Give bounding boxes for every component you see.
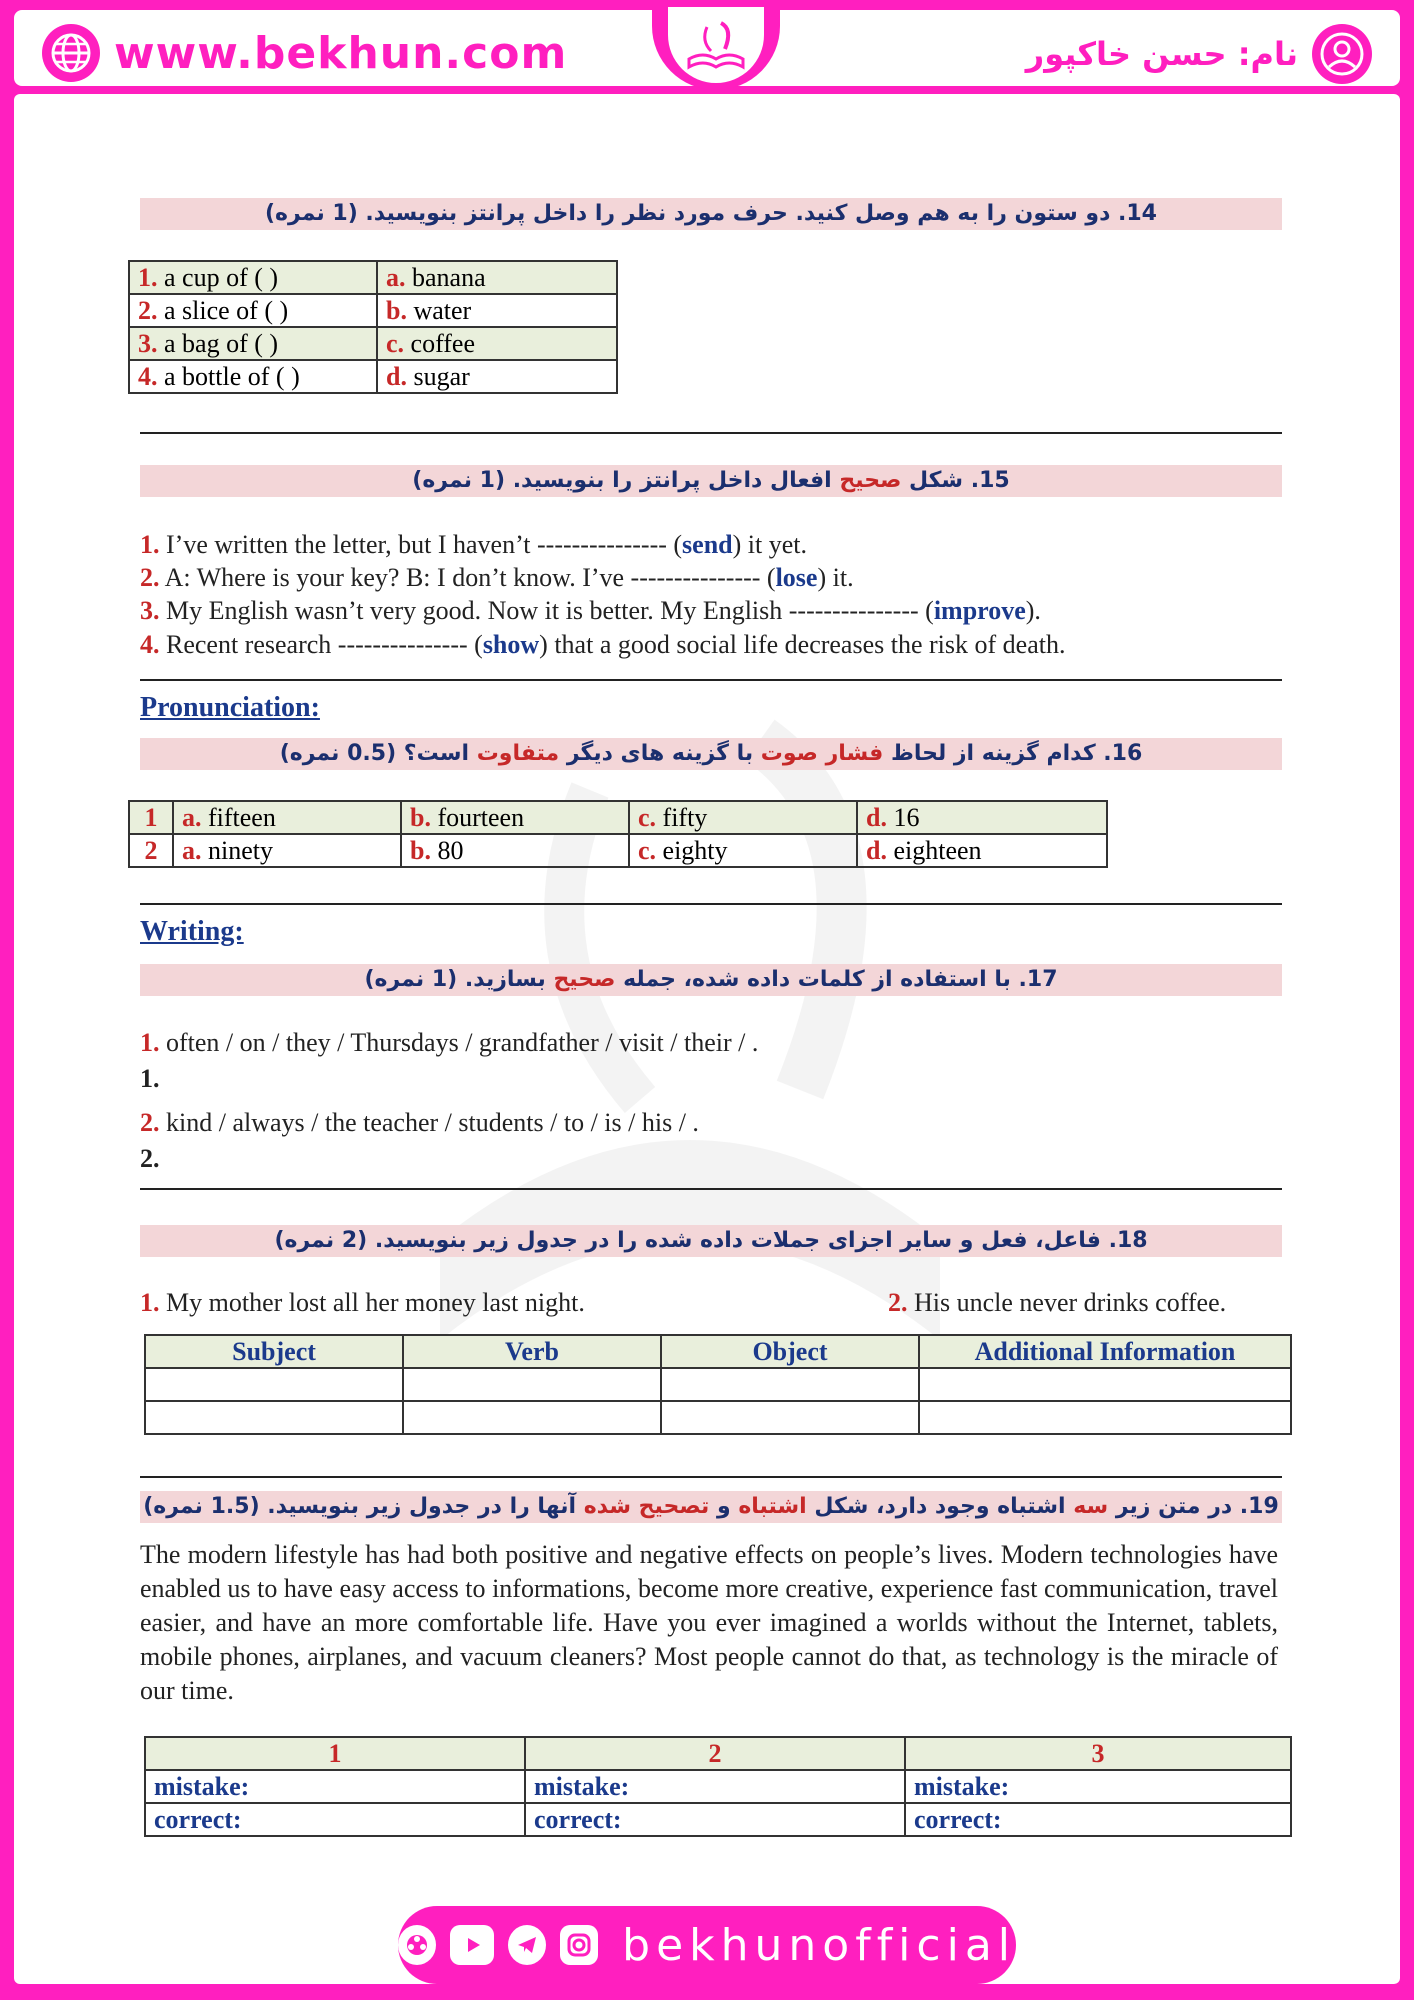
q15-line-3: 3. My English wasn’t very good. Now it is better. My English --------------- (improve). — [140, 596, 1041, 625]
q17-title: 17. با استفاده از کلمات داده شده، جمله صحیح بسازید. (1 نمره) — [140, 964, 1282, 996]
option-letter: c. — [386, 329, 405, 358]
col-2: 2 — [525, 1737, 905, 1770]
q17-answer-1[interactable]: 1. — [140, 1064, 160, 1093]
answer-cell[interactable] — [403, 1368, 661, 1401]
q18-parts-table — [144, 1334, 1292, 1435]
pronunciation-heading: Pronunciation: — [140, 692, 320, 723]
correct-cell[interactable]: correct: — [525, 1803, 905, 1836]
q17-answer-2[interactable]: 2. — [140, 1144, 160, 1173]
right-item: coffee — [410, 329, 476, 358]
header-object: Object — [661, 1335, 919, 1368]
correct-cell[interactable]: correct: — [905, 1803, 1291, 1836]
option-letter: a. — [386, 263, 406, 292]
divider — [140, 432, 1282, 434]
divider — [140, 1476, 1282, 1478]
option-letter: d. — [386, 362, 407, 391]
mistake-cell[interactable]: mistake: — [145, 1770, 525, 1803]
mistake-cell[interactable]: mistake: — [905, 1770, 1291, 1803]
q15-line-1: 1. I’ve written the letter, but I haven’t --------------- (send) it yet. — [140, 530, 807, 559]
row-number: 1. — [138, 263, 158, 292]
row-number: 4. — [138, 362, 158, 391]
q19-paragraph: The modern lifestyle has had both positive and negative effects on people’s lives. Modern technologies have enabled us to have easy access to informations, become more creative, experience fast communication, travel easier, and have an more comfortable life. Have you ever imagined a worlds without the Internet, tablets, mobile phones, airplanes, and vacuum cleaners? Most people cannot do that, as technology is the miracle of our time. — [140, 1540, 1278, 1705]
q17-item-1: 1. often / on / they / Thursdays / grandfather / visit / their / . — [140, 1028, 759, 1057]
user-icon — [1312, 24, 1372, 84]
option-a: fifteen — [208, 803, 276, 832]
q14-title: 14. دو ستون را به هم وصل کنید. حرف مورد نظر را داخل پرانتز بنویسید. (1 نمره) — [140, 198, 1282, 230]
social-handle: bekhunofficial — [622, 1919, 1017, 1971]
table-row — [145, 1401, 1291, 1434]
left-item: a bottle of ( ) — [164, 362, 300, 391]
answer-cell[interactable] — [403, 1401, 661, 1434]
table-row: 1 a. fifteen b. fourteen c. fifty d. 16 — [129, 801, 1107, 834]
table-row — [129, 327, 617, 360]
q17-item-2: 2. kind / always / the teacher / students / to / is / his / . — [140, 1108, 699, 1137]
table-header-row — [145, 1335, 1291, 1368]
q18-sentence-2: 2. His uncle never drinks coffee. — [888, 1288, 1227, 1317]
answer-cell[interactable] — [919, 1401, 1291, 1434]
table-row — [145, 1770, 1291, 1803]
table-row — [129, 261, 617, 294]
right-item: banana — [412, 263, 486, 292]
q16-options-table — [128, 800, 1108, 868]
divider — [140, 1188, 1282, 1190]
answer-cell[interactable] — [145, 1368, 403, 1401]
q14-matching-table — [128, 260, 618, 394]
option-d: 16 — [893, 803, 920, 832]
table-row — [129, 360, 617, 393]
q16-title: 16. کدام گزینه از لحاظ فشار صوت با گزینه های دیگر متفاوت است؟ (0.5 نمره) — [140, 738, 1282, 770]
row-number: 2. — [138, 296, 158, 325]
table-row: 2 a. ninety b. 80 c. eighty d. eighteen — [129, 834, 1107, 867]
left-item: a bag of ( ) — [164, 329, 279, 358]
q19-mistakes-table — [144, 1736, 1292, 1837]
book-pen-icon — [681, 15, 751, 75]
student-name — [1026, 24, 1372, 84]
q15-line-4: 4. Recent research --------------- (show) that a good social life decreases the risk of death. — [140, 630, 1066, 659]
left-item: a slice of ( ) — [164, 296, 289, 325]
youtube-icon[interactable] — [450, 1925, 494, 1965]
name-label: نام: حسن خاکپور — [1025, 35, 1298, 73]
right-item: sugar — [413, 362, 470, 391]
divider — [140, 903, 1282, 905]
mistake-cell[interactable]: mistake: — [525, 1770, 905, 1803]
social-footer — [398, 1906, 1016, 1984]
option-b: fourteen — [437, 803, 525, 832]
col-3: 3 — [905, 1737, 1291, 1770]
q18-sentence-1: 1. My mother lost all her money last night. — [140, 1288, 585, 1317]
globe-icon — [42, 24, 100, 82]
answer-cell[interactable] — [661, 1401, 919, 1434]
q18-title: 18. فاعل، فعل و سایر اجزای جملات داده شده را در جدول زیر بنویسید. (2 نمره) — [140, 1225, 1282, 1257]
telegram-icon[interactable] — [508, 1925, 546, 1965]
table-header-row — [145, 1737, 1291, 1770]
divider — [140, 679, 1282, 681]
correct-cell[interactable]: correct: — [145, 1803, 525, 1836]
option-letter: b. — [386, 296, 407, 325]
q15-line-2: 2. A: Where is your key? B: I don’t know. I’ve --------------- (lose) it. — [140, 563, 854, 592]
site-url: www.bekhun.com — [114, 27, 568, 79]
answer-cell[interactable] — [661, 1368, 919, 1401]
option-b: 80 — [437, 836, 464, 865]
header-subject: Subject — [145, 1335, 403, 1368]
row-number: 3. — [138, 329, 158, 358]
answer-cell[interactable] — [919, 1368, 1291, 1401]
q15-title: 15. شکل صحیح افعال داخل پرانتز را بنویسید. (1 نمره) — [140, 465, 1282, 497]
header-additional-info: Additional Information — [919, 1335, 1291, 1368]
option-a: ninety — [208, 836, 273, 865]
site-link[interactable] — [42, 24, 567, 82]
col-1: 1 — [145, 1737, 525, 1770]
row-number: 1 — [129, 801, 173, 834]
table-row — [145, 1803, 1291, 1836]
row-number: 2 — [129, 834, 173, 867]
header-verb: Verb — [403, 1335, 661, 1368]
aparat-icon[interactable] — [398, 1925, 436, 1965]
answer-cell[interactable] — [145, 1401, 403, 1434]
table-row — [145, 1368, 1291, 1401]
left-item: a cup of ( ) — [164, 263, 279, 292]
right-item: water — [413, 296, 472, 325]
q19-title: 19. در متن زیر سه اشتباه وجود دارد، شکل اشتباه و تصحیح شده آنها را در جدول زیر بنویسید. (1.5 نمره) — [140, 1491, 1282, 1523]
writing-heading: Writing: — [140, 916, 244, 947]
option-d: eighteen — [893, 836, 982, 865]
instagram-icon[interactable] — [560, 1925, 598, 1965]
option-c: eighty — [662, 836, 728, 865]
table-row — [129, 294, 617, 327]
option-c: fifty — [662, 803, 708, 832]
